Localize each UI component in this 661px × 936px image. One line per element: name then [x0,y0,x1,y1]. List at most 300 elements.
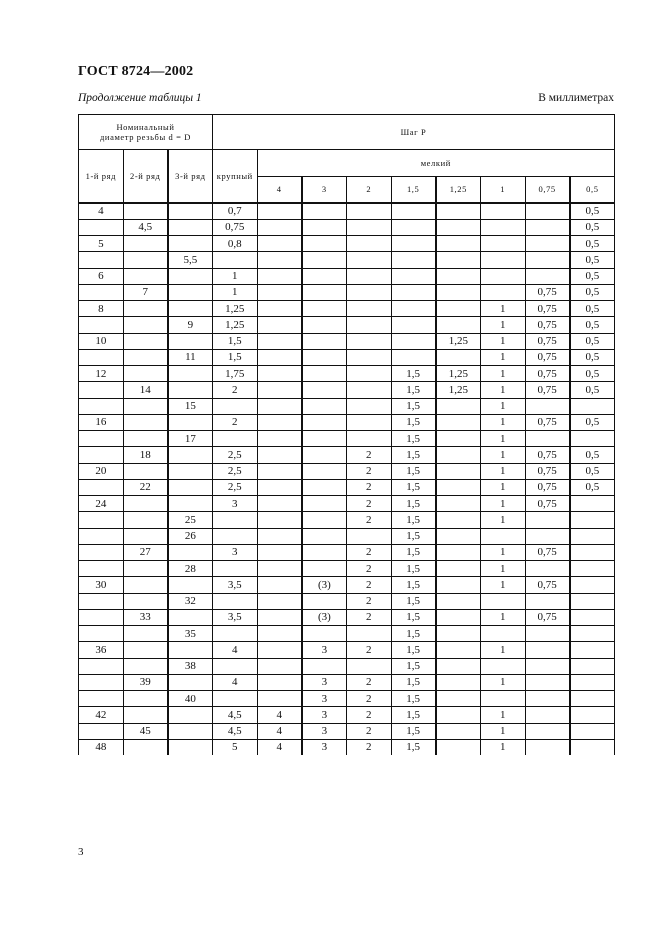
table-cell [436,268,481,284]
table-cell: 3,5 [212,609,257,625]
table-cell [525,203,570,220]
table-cell: 3 [302,691,347,707]
table-cell: 1 [480,723,525,739]
table-cell: 14 [123,382,168,398]
table-row [79,366,615,382]
header-col-fine-1-25: 1,25 [436,177,481,203]
header-col-fine-3: 3 [302,177,347,203]
table-cell [302,447,347,463]
table-cell [302,284,347,300]
table-cell: 2 [346,479,391,495]
table-cell [257,382,302,398]
table-cell [123,626,168,642]
table-cell [168,301,213,317]
table-row [79,349,615,365]
table-cell [168,674,213,690]
table-cell [346,398,391,414]
table-cell [525,252,570,268]
table-cell [436,739,481,755]
table-cell [436,528,481,544]
table-cell [257,577,302,593]
table-row [79,414,615,430]
table-cell: 6 [79,268,124,284]
table-cell: 45 [123,723,168,739]
table-cell: 1,5 [391,642,436,658]
table-cell [79,349,124,365]
table-cell: 1 [480,561,525,577]
table-cell: 1 [480,349,525,365]
table-cell [79,382,124,398]
table-cell [480,593,525,609]
table-cell [570,642,615,658]
document-title: ГОСТ 8724—2002 [78,64,194,79]
table-cell [346,414,391,430]
table-cell [570,544,615,560]
table-cell: 4 [257,723,302,739]
table-cell [257,252,302,268]
table-cell [480,252,525,268]
table-cell: 48 [79,739,124,755]
table-cell: 0,5 [570,284,615,300]
table-cell [257,463,302,479]
table-cell: 0,75 [525,301,570,317]
table-cell [525,431,570,447]
table-cell: 1,25 [436,333,481,349]
table-row [79,642,615,658]
table-cell [257,284,302,300]
table-cell [346,626,391,642]
table-cell [436,252,481,268]
table-cell: 1,5 [391,577,436,593]
table-cell [480,626,525,642]
table-row [79,398,615,414]
table-cell [123,268,168,284]
table-cell [168,333,213,349]
table-cell [436,414,481,430]
header-col-fine-1-5: 1,5 [391,177,436,203]
table-cell [346,317,391,333]
table-cell [525,739,570,755]
table-row [79,658,615,674]
table-row [79,431,615,447]
table-cell: 1,5 [212,333,257,349]
table-cell [257,479,302,495]
table-cell [168,463,213,479]
table-cell: 1 [480,447,525,463]
table-cell: 5 [79,236,124,252]
table-cell [525,528,570,544]
table-cell [123,463,168,479]
table-cell: (3) [302,609,347,625]
table-cell: 3 [302,723,347,739]
table-cell [212,512,257,528]
table-cell: 0,75 [525,544,570,560]
table-cell: 17 [168,431,213,447]
table-cell [79,593,124,609]
table-cell: 0,5 [570,203,615,220]
table-cell [391,333,436,349]
table-cell: 0,75 [525,284,570,300]
table-cell [302,463,347,479]
table-cell: 3 [212,496,257,512]
table-cell [391,219,436,235]
table-cell [302,479,347,495]
table-cell [257,674,302,690]
table-body [79,203,615,756]
table-row [79,528,615,544]
table-cell [436,626,481,642]
table-cell [257,447,302,463]
table-cell [168,642,213,658]
table-cell: 1,5 [391,528,436,544]
table-cell: 0,5 [570,301,615,317]
table-cell [302,528,347,544]
table-cell: 3 [212,544,257,560]
table-cell [436,301,481,317]
table-cell [436,512,481,528]
table-cell [123,398,168,414]
table-cell [123,317,168,333]
table-cell: 1,5 [391,739,436,755]
table-cell: 0,75 [525,317,570,333]
table-cell [123,642,168,658]
table-cell: 1 [480,479,525,495]
table-cell: 22 [123,479,168,495]
table-cell: 8 [79,301,124,317]
table-cell: 0,5 [570,414,615,430]
table-row [79,626,615,642]
table-cell: 2 [212,414,257,430]
table-cell [436,398,481,414]
table-cell [436,707,481,723]
table-cell: 0,75 [525,414,570,430]
table-cell [212,593,257,609]
table-cell: 1,5 [391,431,436,447]
table-cell: 9 [168,317,213,333]
table-cell: 1 [480,333,525,349]
table-cell: 1 [480,739,525,755]
table-cell [302,252,347,268]
table-cell: 1 [480,431,525,447]
table-cell: 0,5 [570,333,615,349]
table-cell [436,496,481,512]
table-cell: 0,5 [570,479,615,495]
table-cell [480,528,525,544]
table-cell [346,219,391,235]
table-row [79,447,615,463]
table-cell [302,593,347,609]
table-cell: 1,5 [391,479,436,495]
table-cell [436,723,481,739]
table-cell: 0,5 [570,463,615,479]
table-row [79,593,615,609]
thread-pitch-table [78,114,615,755]
table-cell [123,496,168,512]
table-cell [570,609,615,625]
table-row [79,333,615,349]
table-cell [79,691,124,707]
table-cell [302,203,347,220]
table-cell [480,219,525,235]
table-cell [212,431,257,447]
table-cell [346,366,391,382]
table-cell: 0,5 [570,236,615,252]
table-cell [346,349,391,365]
table-cell: 30 [79,577,124,593]
table-cell: 0,5 [570,219,615,235]
table-cell [168,268,213,284]
table-cell [570,512,615,528]
table-cell: 1,5 [391,593,436,609]
table-cell: 1,5 [391,561,436,577]
table-cell [257,219,302,235]
table-row [79,707,615,723]
table-cell [257,544,302,560]
table-cell [391,236,436,252]
table-cell [302,349,347,365]
table-cell [257,333,302,349]
table-cell: 25 [168,512,213,528]
table-row [79,561,615,577]
table-cell: 0,8 [212,236,257,252]
table-cell [168,219,213,235]
table-cell [525,674,570,690]
table-cell: 1 [480,707,525,723]
table-cell [168,739,213,755]
table-cell [302,236,347,252]
table-cell [212,398,257,414]
table-cell: 40 [168,691,213,707]
table-cell [123,236,168,252]
table-cell: 36 [79,642,124,658]
table-cell: 2 [212,382,257,398]
table-row [79,252,615,268]
table-cell [525,658,570,674]
table-cell: 1,5 [391,674,436,690]
table-row [79,609,615,625]
table-cell: 2,5 [212,447,257,463]
table-cell [570,431,615,447]
table-cell: 24 [79,496,124,512]
table-cell [123,561,168,577]
table-cell: 1,25 [436,366,481,382]
table-cell: 1,5 [391,544,436,560]
table-cell: 2 [346,577,391,593]
table-cell [123,512,168,528]
table-cell: 1 [480,512,525,528]
table-cell: 0,75 [525,463,570,479]
table-cell: 0,75 [525,447,570,463]
table-cell [123,528,168,544]
table-cell [257,528,302,544]
table-cell [346,382,391,398]
table-cell: 1 [480,642,525,658]
table-cell [346,252,391,268]
header-fine: мелкий [257,150,614,177]
table-row [79,317,615,333]
table-cell: 2 [346,561,391,577]
table-cell: 1,25 [212,301,257,317]
table-cell [257,317,302,333]
table-cell [79,561,124,577]
table-cell: 1,25 [436,382,481,398]
table-cell: 0,75 [525,609,570,625]
table-cell: 0,75 [525,333,570,349]
table-cell: 39 [123,674,168,690]
table-cell: 20 [79,463,124,479]
table-cell [436,642,481,658]
table-cell [79,658,124,674]
table-cell: 2 [346,512,391,528]
table-cell: 2 [346,723,391,739]
table-cell [346,658,391,674]
table-cell: 5 [212,739,257,755]
table-cell [302,512,347,528]
table-cell [436,431,481,447]
table-cell [436,219,481,235]
table-cell: 3 [302,674,347,690]
table-cell [123,252,168,268]
table-row [79,268,615,284]
table-cell: 2 [346,707,391,723]
table-cell: 3,5 [212,577,257,593]
table-cell [257,366,302,382]
table-cell [79,512,124,528]
table-row [79,544,615,560]
table-cell: 4,5 [212,707,257,723]
table-cell [302,496,347,512]
table-cell: 11 [168,349,213,365]
header-col-fine-4: 4 [257,177,302,203]
table-cell: 1,5 [391,691,436,707]
table-cell: 4 [212,674,257,690]
table-row [79,691,615,707]
table-row [79,203,615,220]
table-cell [436,463,481,479]
table-caption: Продолжение таблицы 1 [78,92,202,104]
table-row [79,674,615,690]
table-cell [257,398,302,414]
table-cell [346,203,391,220]
table-cell [391,349,436,365]
table-cell [168,414,213,430]
table-cell [302,414,347,430]
table-cell [212,691,257,707]
table-cell [525,236,570,252]
table-cell: 1,5 [391,626,436,642]
table-cell [391,301,436,317]
table-cell [79,626,124,642]
table-cell [79,723,124,739]
table-cell [123,366,168,382]
table-cell [570,691,615,707]
table-cell: 42 [79,707,124,723]
table-cell [525,707,570,723]
table-cell [79,447,124,463]
table-cell [480,658,525,674]
table-cell [525,561,570,577]
table-cell [257,301,302,317]
table-cell: 1,5 [391,496,436,512]
table-row [79,577,615,593]
table-cell [257,268,302,284]
table-cell [570,674,615,690]
table-row [79,463,615,479]
table-cell: 12 [79,366,124,382]
table-cell: 1 [480,366,525,382]
table-cell: 1,25 [212,317,257,333]
table-cell: 4,5 [212,723,257,739]
table-cell [525,593,570,609]
table-cell: 1,5 [391,398,436,414]
table-cell: 1,5 [391,658,436,674]
table-cell: 1,5 [391,414,436,430]
header-col-row1: 1-й ряд [79,150,124,203]
table-cell [570,658,615,674]
table-cell: 1,5 [391,447,436,463]
table-cell [480,284,525,300]
table-cell [570,739,615,755]
table-cell [212,561,257,577]
table-cell: 4 [212,642,257,658]
table-cell: 0,5 [570,366,615,382]
table-cell: 1 [480,382,525,398]
table-cell [570,577,615,593]
table-cell: 0,75 [525,577,570,593]
table-cell: 1,5 [391,382,436,398]
table-cell: 3 [302,707,347,723]
table-cell [391,203,436,220]
table-cell [168,236,213,252]
table-cell [525,691,570,707]
table-cell [480,691,525,707]
table-cell: 1 [480,301,525,317]
table-cell [257,203,302,220]
table-cell [123,658,168,674]
table-cell: 2 [346,593,391,609]
table-cell: 2 [346,642,391,658]
table-cell: 2 [346,674,391,690]
table-row [79,236,615,252]
table-cell [570,626,615,642]
table-cell [79,544,124,560]
table-cell [391,317,436,333]
header-pitch: Шаг P [212,115,614,150]
table-cell [257,691,302,707]
table-cell [257,658,302,674]
table-cell [346,236,391,252]
table-cell [436,447,481,463]
table-cell: 0,75 [525,382,570,398]
table-cell: 1,5 [212,349,257,365]
table-cell [257,236,302,252]
table-row [79,301,615,317]
table-cell [570,398,615,414]
table-cell: 2,5 [212,463,257,479]
table-cell: 4 [257,739,302,755]
table-cell [168,577,213,593]
table-cell [168,707,213,723]
table-cell [79,431,124,447]
table-cell: 0,5 [570,382,615,398]
table-cell [212,626,257,642]
table-cell: 1 [480,414,525,430]
table-cell [212,528,257,544]
table-cell [123,431,168,447]
table-cell: 1 [480,609,525,625]
table-cell [302,301,347,317]
header-col-fine-0-5: 0,5 [570,177,615,203]
